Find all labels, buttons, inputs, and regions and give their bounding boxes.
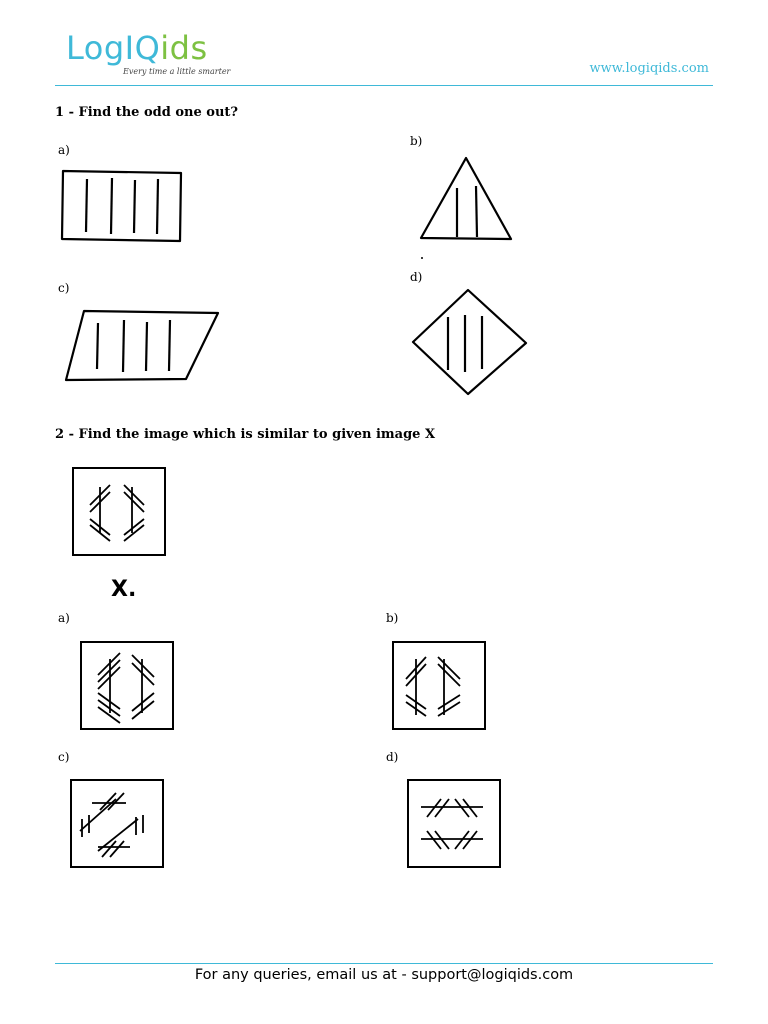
question-2-title: 2 - Find the image which is similar to given image X xyxy=(55,427,436,442)
given-image-label: X. xyxy=(111,577,137,602)
footer-contact-text: For any queries, email us at - support@logiqids.com xyxy=(194,967,574,983)
q2-figure-a xyxy=(80,641,176,731)
q2-option-b-label: b) xyxy=(386,611,399,625)
logo-text xyxy=(66,29,208,67)
logo-part-log: Log xyxy=(66,29,125,67)
q1-figure-b-triangle xyxy=(410,150,525,265)
q1-option-d-label: d) xyxy=(410,270,423,284)
logiqids-logo xyxy=(66,30,208,66)
q2-option-c-label: c) xyxy=(58,750,70,764)
logo-part-iq: IQ xyxy=(124,29,161,67)
question-1-title: 1 - Find the odd one out? xyxy=(55,105,239,120)
q1-option-b-label: b) xyxy=(410,134,423,148)
footer-divider xyxy=(55,963,713,964)
logo-part-ids: ids xyxy=(160,29,208,67)
q1-option-c-label: c) xyxy=(58,281,70,295)
q2-figure-c xyxy=(70,779,166,869)
header-divider xyxy=(55,85,713,86)
q2-figure-d xyxy=(407,779,503,869)
website-link[interactable]: www.logiqids.com xyxy=(589,61,709,76)
q1-figure-c-parallelogram xyxy=(60,305,230,390)
q2-given-figure-x xyxy=(72,467,168,557)
q1-figure-a-rectangle xyxy=(55,164,190,249)
q2-option-d-label: d) xyxy=(386,750,399,764)
q2-option-a-label: a) xyxy=(58,611,70,625)
q1-figure-d-diamond xyxy=(408,285,533,400)
logo-tagline: Every time a little smarter xyxy=(123,67,231,76)
q2-figure-b xyxy=(392,641,488,731)
q1-option-a-label: a) xyxy=(58,143,70,157)
